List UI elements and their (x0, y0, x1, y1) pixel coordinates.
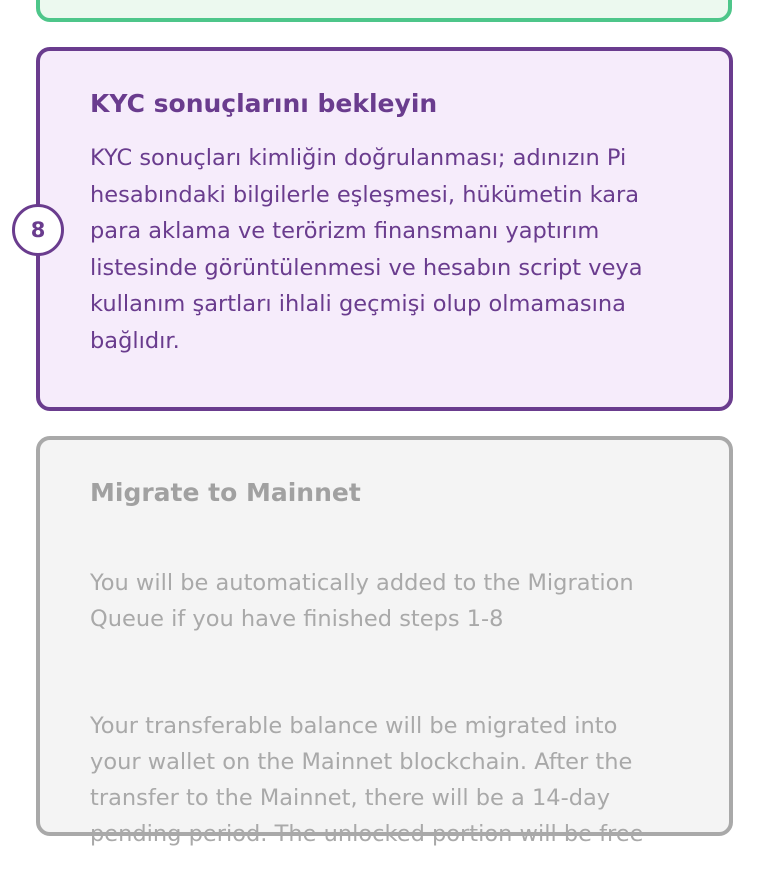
next-step-paragraph-2: Your transferable balance will be migrated into your wallet on the Mainnet blockchain. After the transfer to the Mainnet, there will be a 14-day pending period. The unlocked portion will be free (90, 713, 644, 847)
completed-step-card (36, 0, 732, 22)
next-step-card[interactable] (36, 436, 733, 847)
next-step-title: Migrate to Mainnet (90, 478, 361, 507)
active-step-description: KYC sonuçları kimliğin doğrulanması; adınızın Pi hesabındaki bilgilerle eşleşmesi, hükümetin kara para aklama ve terörizm finansmanı yaptırım listesinde görüntülenmesi ve hesabın script veya kullanım şartları ihlali geçmişi olup olmamasına bağlıdır. (90, 145, 643, 354)
step-number-badge: 8 (12, 204, 64, 256)
next-step-paragraph-1: You will be automatically added to the Migration Queue if you have finished steps 1-8 (90, 570, 634, 632)
active-step-title: KYC sonuçlarını bekleyin (90, 89, 438, 118)
next-step-description (90, 529, 679, 888)
active-step-card[interactable] (36, 47, 733, 411)
